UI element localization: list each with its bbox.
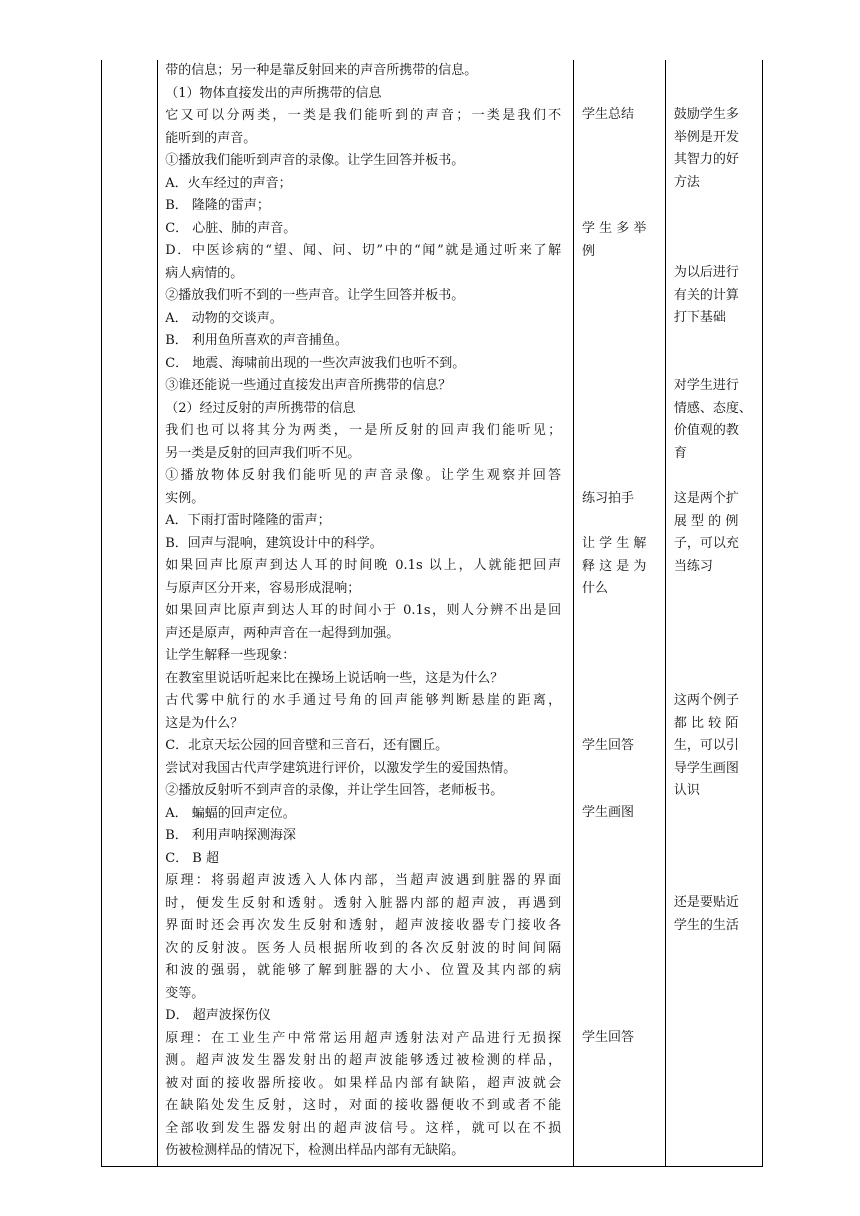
design-intent-column bbox=[665, 60, 762, 1167]
content-line: 原理：将弱超声波透入人体内部，当超声波遇到脏器的界面 bbox=[165, 873, 562, 888]
design-intent-note bbox=[674, 892, 756, 937]
content-line: 实例。 bbox=[165, 490, 205, 506]
note-line: 什么 bbox=[581, 581, 608, 596]
note-line: 学生画图 bbox=[581, 805, 634, 820]
design-intent-note bbox=[674, 262, 756, 330]
content-line: B． 利用声呐探测海深 bbox=[165, 828, 296, 843]
content-line: 这是为什么？ bbox=[165, 715, 244, 731]
content-line: A．火车经过的声音； bbox=[165, 175, 292, 191]
content-line: C． B 超 bbox=[165, 850, 219, 866]
content-line: D． 超声波探伤仪 bbox=[165, 1008, 271, 1023]
note-line: 认识 bbox=[673, 783, 700, 798]
note-line: 学生回答 bbox=[581, 1030, 634, 1045]
student-activity-note bbox=[582, 735, 658, 758]
student-activity-note bbox=[582, 104, 658, 127]
note-line: 打下基础 bbox=[673, 310, 726, 325]
content-line: A． 蝙蝠的回声定位。 bbox=[165, 805, 296, 821]
content-line: （1）物体直接发出的声所携带的信息 bbox=[165, 85, 382, 101]
note-line: 这两个例子 bbox=[673, 693, 739, 708]
content-line: 病人病情的。 bbox=[165, 265, 244, 281]
note-line: 方法 bbox=[673, 174, 700, 190]
note-line: 学 生 多 举 bbox=[581, 221, 647, 236]
content-line: C． 心脏、肺的声音。 bbox=[165, 220, 297, 236]
note-line: 还是要贴近 bbox=[673, 895, 739, 910]
table-row bbox=[102, 60, 763, 1167]
note-line: 鼓励学生多 bbox=[673, 107, 739, 122]
note-line: 导学生画图 bbox=[673, 760, 739, 776]
note-line: 情感、态度、 bbox=[673, 400, 752, 416]
content-line: B． 隆隆的雷声； bbox=[165, 198, 270, 213]
design-intent-note bbox=[674, 104, 756, 194]
content-line: 声还是原声，两种声音在一起得到加强。 bbox=[165, 625, 400, 641]
content-line: 次的反射波。医务人员根据所收到的各次反射波的时间间隔 bbox=[165, 940, 562, 956]
content-line: D．中医诊病的“望、闻、问、切”中的“闻”就是通过听来了解 bbox=[165, 243, 562, 258]
content-line: C． 地震、海啸前出现的一些次声波我们也听不到。 bbox=[165, 355, 466, 371]
content-line: 和波的强弱，就能够了解到脏器的大小、位置及其内部的病 bbox=[165, 963, 562, 978]
note-line: 对学生进行 bbox=[673, 378, 739, 393]
content-line: 被对面的接收器所接收。如果样品内部有缺陷，超声波就会 bbox=[165, 1075, 562, 1091]
content-line: 带的信息；另一种是靠反射回来的声音所携带的信息。 bbox=[165, 63, 478, 78]
note-line: 让 学 生 解 bbox=[581, 536, 647, 551]
content-line: ②播放反射听不到声音的录像，并让学生回答，老师板书。 bbox=[165, 783, 504, 798]
note-line: 其智力的好 bbox=[673, 152, 739, 167]
note-line: 这是两个扩 bbox=[673, 491, 739, 506]
content-line: B．回声与混响，建筑设计中的科学。 bbox=[165, 535, 383, 551]
content-line: 在教室里说话听起来比在操场上说话响一些，这是为什么？ bbox=[165, 670, 504, 686]
content-line: 原理：在工业生产中常常运用超声透射法对产品进行无损探 bbox=[165, 1030, 562, 1046]
blank-column bbox=[102, 60, 158, 1167]
note-line: 价值观的教 bbox=[673, 423, 739, 438]
content-line: 能听到的声音。 bbox=[165, 130, 257, 146]
note-line: 有关的计算 bbox=[673, 287, 739, 303]
content-line: 与原声区分开来，容易形成混响； bbox=[165, 580, 361, 596]
note-line: 例 bbox=[581, 243, 595, 259]
student-activity-note bbox=[582, 488, 658, 511]
note-line: 子，可以充 bbox=[673, 536, 739, 551]
note-line: 为以后进行 bbox=[673, 265, 739, 280]
content-line: 如果回声比原声到达人耳的时间小于 0.1s，则人分辨不出是回 bbox=[165, 603, 562, 618]
student-activity-note bbox=[582, 802, 658, 825]
content-line: 古代雾中航行的水手通过号角的回声能够判断悬崖的距离， bbox=[165, 693, 562, 708]
note-line: 学生的生活 bbox=[673, 917, 739, 933]
student-activity-note bbox=[582, 218, 658, 263]
content-line: 尝试对我国古代声学建筑进行评价，以激发学生的爱国热情。 bbox=[165, 760, 517, 776]
note-line: 学生总结 bbox=[581, 107, 634, 122]
content-line: 测。超声波发生器发射出的超声波能够透过被检测的样品， bbox=[165, 1053, 562, 1068]
content-line: 时，便发生反射和透射。透射入脏器内部的超声波，再遇到 bbox=[165, 895, 562, 911]
content-line: 另一类是反射的回声我们听不见。 bbox=[165, 445, 361, 461]
note-line: 当练习 bbox=[673, 558, 713, 574]
student-activity-column bbox=[573, 60, 665, 1167]
content-line: ①播放我们能听到声音的录像。让学生回答并板书。 bbox=[165, 153, 465, 168]
content-line: A．下雨打雷时隆隆的雷声； bbox=[165, 513, 331, 528]
content-line: A． 动物的交谈声。 bbox=[165, 310, 283, 326]
content-line: C．北京天坛公园的回音壁和三音石，还有圜丘。 bbox=[165, 738, 449, 753]
content-line: ②播放我们听不到的一些声音。让学生回答并板书。 bbox=[165, 288, 465, 303]
content-line: 它又可以分两类，一类是我们能听到的声音；一类是我们不 bbox=[165, 108, 562, 123]
content-line: 全部收到发生器发射出的超声波信号。这样，就可以在不损 bbox=[165, 1120, 562, 1136]
student-activity-note bbox=[582, 533, 658, 601]
content-line: B． 利用鱼所喜欢的声音捕鱼。 bbox=[165, 333, 348, 348]
design-intent-note bbox=[674, 690, 756, 803]
lesson-plan-table bbox=[101, 60, 763, 1167]
teaching-content bbox=[165, 60, 561, 1163]
note-line: 练习拍手 bbox=[581, 491, 634, 506]
design-intent-note bbox=[674, 488, 756, 578]
content-line: 在缺陷处发生反射，这时，对面的接收器便收不到或者不能 bbox=[165, 1098, 562, 1113]
design-intent-note bbox=[674, 375, 756, 465]
note-line: 展 型 的 例 bbox=[673, 513, 739, 529]
note-line: 育 bbox=[673, 445, 687, 461]
content-line: ①播放物体反射我们能听见的声音录像。让学生观察并回答 bbox=[165, 468, 562, 483]
teaching-content-column bbox=[158, 60, 574, 1167]
content-line: 我们也可以将其分为两类，一是所反射的回声我们能听见； bbox=[165, 423, 562, 438]
student-activity-note bbox=[582, 1027, 658, 1050]
note-line: 学生回答 bbox=[581, 738, 634, 753]
content-line: ③谁还能说一些通过直接发出声音所携带的信息？ bbox=[165, 378, 452, 393]
note-line: 释 这 是 为 bbox=[581, 558, 647, 574]
content-line: （2）经过反射的声所携带的信息 bbox=[165, 400, 356, 416]
content-line: 界面时还会再次发生反射和透射，超声波接收器专门接收各 bbox=[165, 918, 562, 933]
note-line: 都 比 较 陌 bbox=[673, 715, 739, 731]
note-line: 举例是开发 bbox=[673, 129, 739, 145]
content-line: 变等。 bbox=[165, 985, 205, 1001]
content-line: 伤被检测样品的情况下，检测出样品内部有无缺陷。 bbox=[165, 1143, 465, 1158]
note-line: 生，可以引 bbox=[673, 738, 739, 753]
content-line: 如果回声比原声到达人耳的时间晚 0.1s 以上，人就能把回声 bbox=[165, 558, 562, 573]
content-line: 让学生解释一些现象： bbox=[165, 648, 296, 663]
